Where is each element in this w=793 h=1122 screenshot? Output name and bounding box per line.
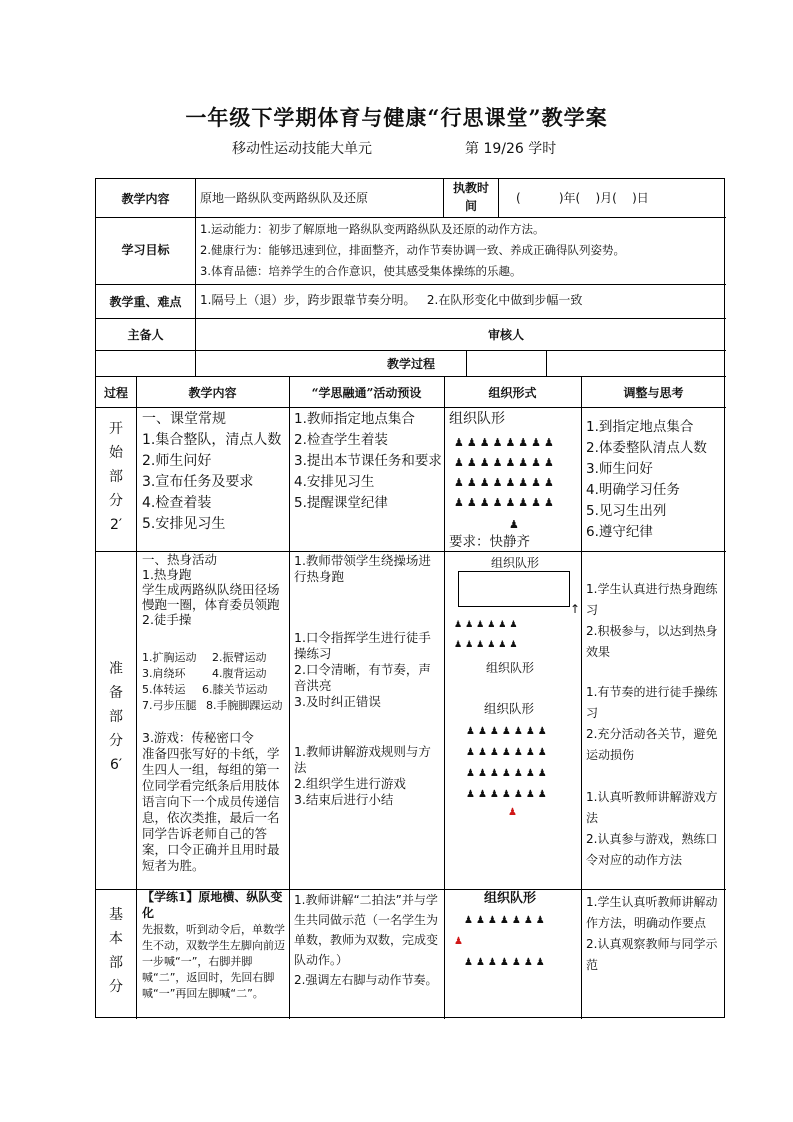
basic-formation-1: ♟♟♟♟♟♟♟ (464, 915, 548, 926)
basic-org-title: 组织队形 (484, 891, 537, 906)
prep-reflect-a: 1.学生认真进行热身跑练习 2.积极参与，以达到热身效果 (586, 582, 718, 659)
teacher-icon: ♟ (509, 518, 522, 531)
col-activity: “学思融通”活动预设 (311, 386, 422, 400)
prep-ex-5: 5.体转运 (142, 683, 186, 696)
prep-formation-1: ♟♟♟♟♟♟ ♟♟♟♟♟♟ (454, 620, 521, 650)
basic-reflect: 1.学生认真听教师讲解动作方法，明确动作要点 2.认真观察教师与同学示范 (586, 895, 718, 972)
col-reflect: 调整与思考 (623, 386, 684, 400)
prep-ex-2: 2.振臂运动 (212, 651, 267, 664)
time-label: 执教时间 (452, 181, 489, 213)
basic-formation-2: ♟♟♟♟♟♟♟ (464, 957, 548, 968)
prep-ex-3: 3.肩绕环 (142, 667, 186, 680)
goal-2: 2.健康行为：能够迅速到位，排面整齐，动作节奏协调一致、养成正确得队列姿势。 (200, 243, 625, 257)
content-value: 原地一路纵队变两路纵队及还原 (200, 191, 369, 205)
goal-label: 学习目标 (121, 243, 170, 257)
start-reflect: 1.到指定地点集合 2.体委整队清点人数 3.师生问好 4.明确学习任务 5.见习生出列 6.遵守纪律 (586, 419, 707, 540)
teacher-icon: ♟ (454, 936, 466, 947)
start-content: 一、课堂常规 1.集合整队，清点人数 2.师生问好 3.宣布任务及要求 4.检查着装 5.安排见习生 (142, 411, 282, 532)
date-value: ( )年( )月( )日 (516, 191, 649, 205)
prep-ex-6: 6.膝关节运动 (202, 683, 268, 696)
start-activity: 1.教师指定地点集合 2.检查学生着装 3.提出本节课任务和要求 4.安排见习生 5.提醒课堂纪律 (294, 411, 442, 511)
prep-org-title-1: 组织队形 (491, 556, 540, 570)
goal-1: 1.运动能力：初步了解原地一路纵队变两路纵队及还原的动作方法。 (200, 222, 545, 236)
basic-content-title: 【学练1】原地横、纵队变化 (142, 890, 283, 920)
prep-activity-c: 1.教师讲解游戏规则与方法 2.组织学生进行游戏 3.结束后进行小结 (294, 744, 431, 807)
page-title: 一年级下学期体育与健康“行思课堂”教学案 (185, 105, 608, 130)
start-org-title: 组织队形 (449, 411, 505, 427)
goal-3: 3.体育品德：培养学生的合作意识，使其感受集体操练的乐趣。 (200, 264, 522, 278)
prep-ex-8: 8.手腕脚踝运动 (206, 699, 283, 712)
prep-ex-4: 4.腹背运动 (212, 667, 267, 680)
stage-prep: 准 备 部 分 6′ (109, 661, 123, 773)
col-content: 教学内容 (188, 386, 237, 400)
prep-reflect-b: 1.有节奏的进行徒手操练习 2.充分活动各关节，避免运动损伤 (586, 685, 718, 762)
stage-basic: 基 本 部 分 (109, 907, 123, 995)
prep-org-title-2: 组织队形 (486, 661, 535, 675)
start-org-note: 要求：快静齐 (449, 534, 530, 550)
basic-content: 先报数，听到动令后，单数学生不动，双数学生左脚向前迈一步喊“一”，右脚并脚喊“二”，返回时，先回右脚喊“一”再回左脚喊“二”。 (142, 923, 285, 1000)
prep-activity-b: 1.口令指挥学生进行徒手操练习 2.口令清晰，有节奏，声音洪亮 3.及时纠正错误 (294, 630, 431, 709)
content-label: 教学内容 (121, 192, 170, 206)
teacher-icon: ♟ (508, 807, 520, 818)
prep-content-a: 一、热身活动 1.热身跑 学生成两路纵队绕田径场慢跑一圈，体育委员领跑 2.徒手操 (142, 552, 280, 627)
prep-reflect-c: 1.认真听教师讲解游戏方法 2.认真参与游戏，熟练口令对应的动作方法 (586, 790, 718, 867)
col-stage: 过程 (103, 386, 128, 400)
prep-ex-1: 1.扩胸运动 (142, 651, 197, 664)
process-heading: 教学过程 (386, 357, 435, 371)
lesson-table (95, 178, 725, 1018)
unit-name: 移动性运动技能大单元 (232, 141, 372, 157)
basic-activity: 1.教师讲解“二拍法”并与学生共同做示范（一名学生为单数，教师为双数，完成变队动作。） 2.强调左右脚与动作节奏。 (294, 893, 439, 987)
start-formation: ♟♟♟♟♟♟♟♟ ♟♟♟♟♟♟♟♟ ♟♟♟♟♟♟♟♟ ♟♟♟♟♟♟♟♟ (454, 436, 557, 509)
stage-start: 开 始 部 分 2′ (109, 421, 123, 533)
arrow-icon: ↑ (570, 602, 581, 616)
prep-org-title-3: 组织队形 (484, 701, 535, 716)
prep-content-b: 3.游戏：传秘密口令 准备四张写好的卡纸，学生四人一组，每组的第一位同学看完纸条后用肢体语言向下一个成员传递信息，依次类推，最后一名同学告诉老师自己的答案，口令正确并且用时最短者为胜。 (142, 730, 280, 873)
prep-ex-7: 7.弓步压腿 (142, 699, 197, 712)
col-org: 组织形式 (488, 386, 537, 400)
track-rectangle (458, 571, 570, 607)
prep-activity-a: 1.教师带领学生绕操场进行热身跑 (294, 553, 431, 584)
key-label: 教学重、难点 (109, 295, 182, 309)
lesson-number: 第 19/26 学时 (465, 141, 557, 157)
key-value: 1.隔号上（退）步，跨步跟靠节奏分明。 2.在队形变化中做到步幅一致 (200, 293, 583, 307)
prep-label: 主备人 (127, 328, 164, 342)
prep-formation-2: ♟♟♟♟♟♟♟ ♟♟♟♟♟♟♟ ♟♟♟♟♟♟♟ ♟♟♟♟♟♟♟ (466, 726, 550, 800)
review-label: 审核人 (487, 328, 524, 342)
